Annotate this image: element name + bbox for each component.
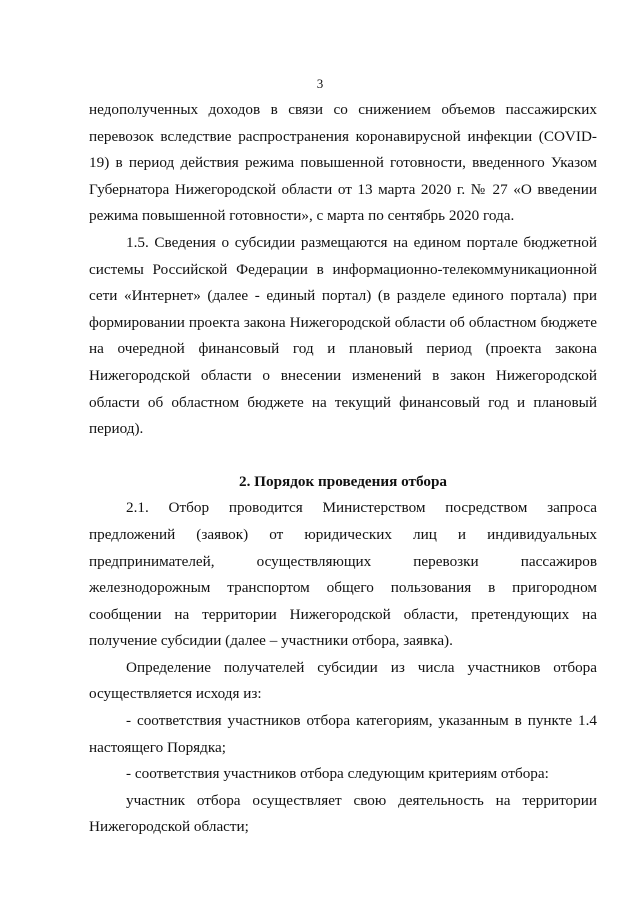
page-number: 3 xyxy=(316,76,324,91)
paragraph-1-5: 1.5. Сведения о субсидии размещаются на едином портале бюджетной системы Российской Федерации в информационно-телекоммуникационной сети «Интернет» (далее - единый портал) (в разделе единого портала) при формировании проекта закона Нижегородской области об областном бюджете на очередной финансовый год и плановый период (проекта закона Нижегородской области о внесении изменений в закон Нижегородской области об областном бюджете на текущий финансовый год и плановый период). xyxy=(89,233,597,438)
section-heading: 2. Порядок проведения отбора xyxy=(238,472,448,490)
paragraph-covid-continuation: недополученных доходов в связи со снижением объемов пассажирских перевозок вследствие распространения коронавирусной инфекции (COVID-19) в период действия режима повышенной готовности, введенного Указом Губернатора Нижегородской области от 13 марта 2020 г. № 27 «О введении режима повышенной готовности», с марта по сентябрь 2020 года. xyxy=(89,101,597,225)
paragraph-criteria-list: - соответствия участников отбора следующим критериям отбора: xyxy=(126,765,549,783)
paragraph-criteria-category: - соответствия участников отбора категориям, указанным в пункте 1.4 настоящего Порядка; xyxy=(89,712,597,756)
paragraph-criteria-territory: участник отбора осуществляет свою деятельность на территории Нижегородской области; xyxy=(89,791,597,836)
document-body xyxy=(89,97,597,841)
paragraph-2-1: 2.1. Отбор проводится Министерством посредством запроса предложений (заявок) от юридических лиц и индивидуальных предпринимателей, осуществляющих перевозки пассажиров железнодорожным транспортом общего пользования в пригородном сообщении на территории Нижегородской области, претендующих на получение субсидии (далее – участники отбора, заявка). xyxy=(89,499,597,650)
paragraph-recipient-selection: Определение получателей субсидии из числа участников отбора осуществляется исходя из: xyxy=(89,658,597,703)
